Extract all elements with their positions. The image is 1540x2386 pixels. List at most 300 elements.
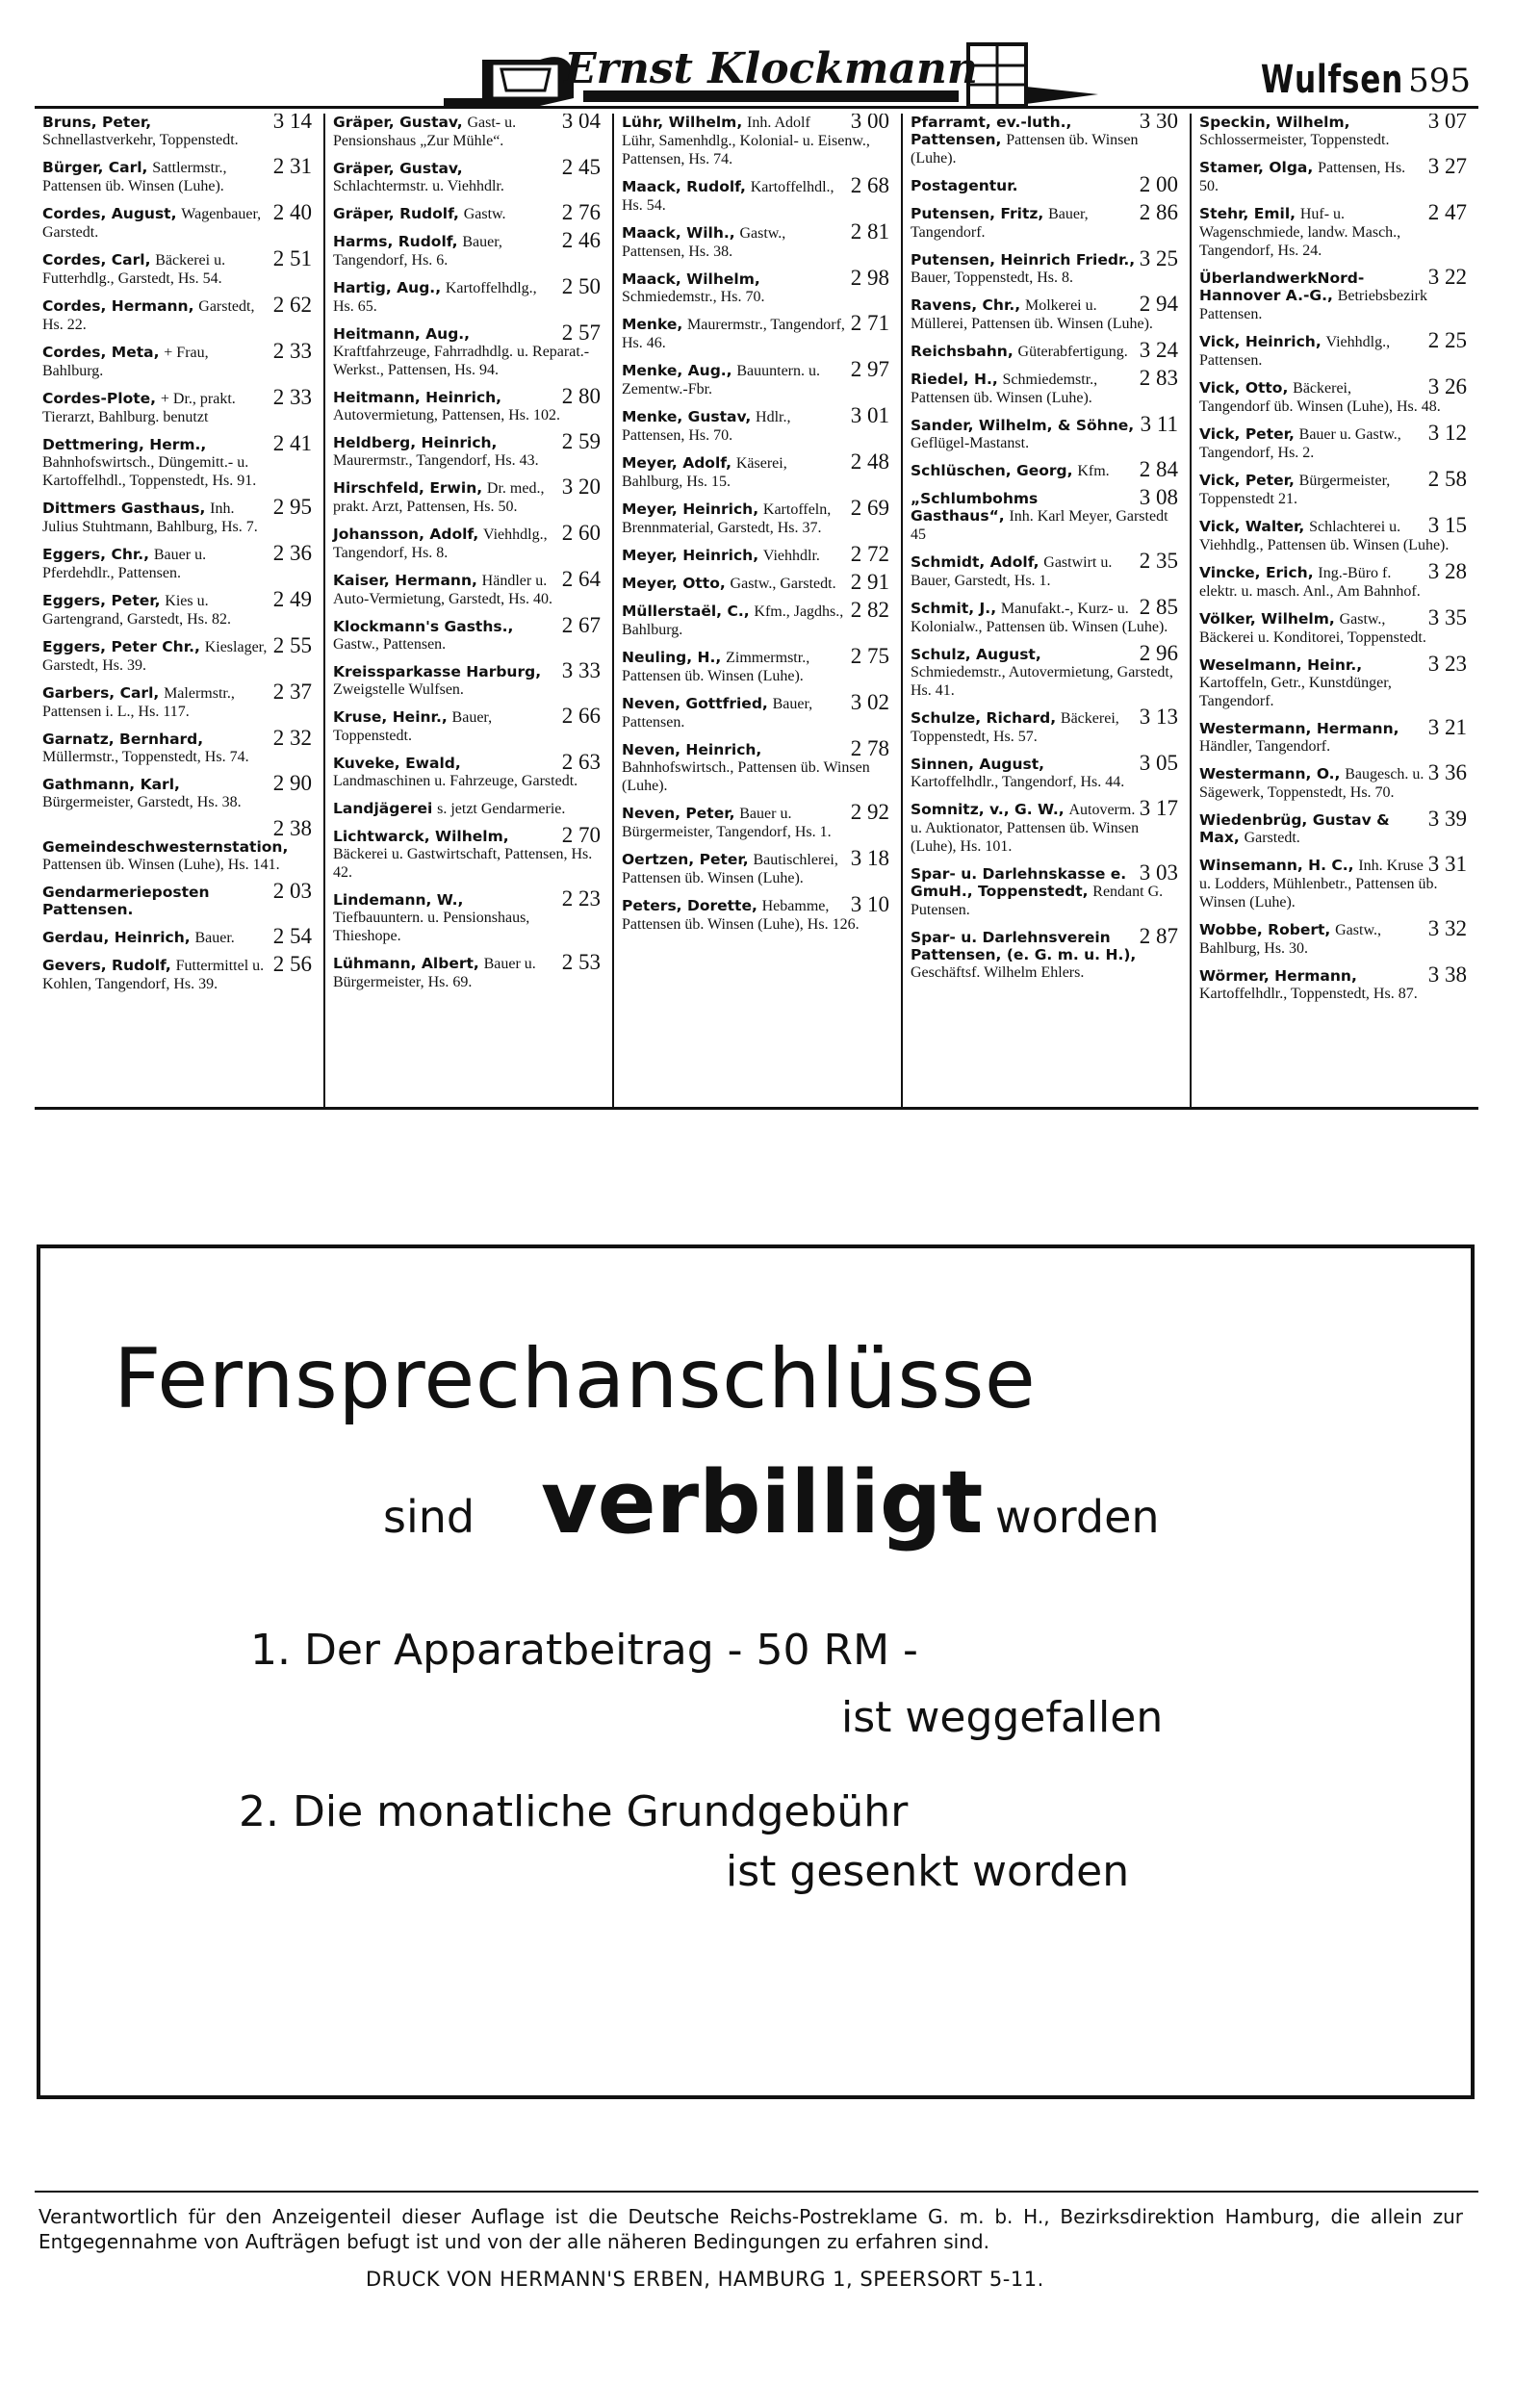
phone-number: 2 62 bbox=[272, 293, 312, 317]
entry-description: Schnellastverkehr, Toppenstedt. bbox=[42, 132, 239, 148]
printer-line: DRUCK VON HERMANN'S ERBEN, HAMBURG 1, SPEERSORT 5-11. bbox=[366, 2268, 1044, 2291]
entry-name: Kreissparkasse Harburg, bbox=[333, 663, 542, 680]
directory-entry bbox=[622, 690, 893, 731]
entry-name: Heitmann, Aug., bbox=[333, 325, 471, 343]
entry-name: Schmidt, Adolf, bbox=[911, 553, 1040, 571]
entry-name: Müllerstaël, C., bbox=[622, 603, 750, 620]
column-5 bbox=[1190, 114, 1478, 1107]
directory-entry bbox=[622, 892, 893, 934]
phone-number: 2 95 bbox=[272, 495, 312, 519]
phone-number: 3 38 bbox=[1427, 962, 1467, 987]
entry-description: Gastw., Garstedt. bbox=[730, 576, 836, 592]
entry-description: Ing.-Büro f. elektr. u. masch. Anl., Am Bahnhof. bbox=[1199, 565, 1421, 600]
entry-description: Zweigstelle Wulfsen. bbox=[333, 681, 464, 698]
entry-name: Menke, bbox=[622, 316, 683, 333]
entry-description: Gastw., Bahlburg, Hs. 30. bbox=[1199, 922, 1381, 957]
entry-description: Bäckerei u. Futterhdlg., Garstedt, Hs. 54. bbox=[42, 252, 226, 287]
entry-name: Putensen, Heinrich Friedr., bbox=[911, 251, 1136, 269]
entry-description: Kartoffelhdl., Hs. 54. bbox=[622, 179, 834, 214]
entry-name: Wiedenbrüg, Gustav & Max, bbox=[1199, 811, 1390, 846]
directory-entry bbox=[42, 924, 316, 948]
entry-name: Eggers, Peter, bbox=[42, 592, 161, 609]
phone-number: 2 45 bbox=[561, 155, 601, 179]
entry-description: Bauer u. Gastw., Tangendorf, Hs. 2. bbox=[1199, 426, 1401, 461]
directory-entry bbox=[1199, 265, 1471, 323]
entry-description: Bautischlerei, Pattensen üb. Winsen (Luhe). bbox=[622, 852, 838, 886]
directory-entry bbox=[622, 542, 893, 566]
phone-number: 2 70 bbox=[561, 823, 601, 847]
entry-name: Postagentur. bbox=[911, 177, 1018, 194]
phone-number: 2 98 bbox=[850, 266, 889, 290]
entry-description: Wagenbauer, Garstedt. bbox=[42, 206, 262, 241]
directory-entry bbox=[911, 860, 1182, 919]
directory-entry bbox=[911, 595, 1182, 636]
directory-entry bbox=[1199, 605, 1471, 647]
directory-entry bbox=[42, 633, 316, 675]
directory-entry bbox=[911, 705, 1182, 746]
entry-description: Garstedt, Hs. 22. bbox=[42, 298, 255, 333]
phone-number: 3 18 bbox=[850, 846, 889, 870]
phone-number: 3 04 bbox=[561, 114, 601, 133]
phone-number: 2 91 bbox=[850, 570, 889, 594]
entry-description: Rendant G. Putensen. bbox=[911, 884, 1164, 918]
phone-number: 2 69 bbox=[850, 496, 889, 520]
phone-number: 2 55 bbox=[272, 633, 312, 657]
entry-description: Bauer u. Pferdehdlr., Pattensen. bbox=[42, 547, 207, 581]
entry-name: Neven, Peter, bbox=[622, 805, 735, 822]
entry-name: Somnitz, v., G. W., bbox=[911, 801, 1065, 818]
directory-entry bbox=[333, 228, 604, 269]
directory-entry bbox=[42, 771, 316, 811]
advert-point-1: 1. Der Apparatbeitrag - 50 RM - bbox=[250, 1626, 918, 1675]
directory-entry bbox=[1199, 374, 1471, 416]
entry-name: Cordes-Plote, bbox=[42, 390, 157, 407]
phone-number: 2 94 bbox=[1139, 292, 1178, 316]
entry-name: Riedel, H., bbox=[911, 371, 998, 388]
phone-number: 3 30 bbox=[1139, 114, 1178, 133]
directory-entry bbox=[42, 154, 316, 195]
phone-number: 3 07 bbox=[1427, 114, 1467, 133]
directory-entry bbox=[1199, 114, 1471, 149]
entry-description: Gastw. bbox=[463, 206, 506, 222]
entry-description: Maurermstr., Tangendorf, Hs. 46. bbox=[622, 317, 845, 351]
phone-number: 3 15 bbox=[1427, 513, 1467, 537]
entry-description: Kies u. Gartengrand, Garstedt, Hs. 82. bbox=[42, 593, 231, 628]
phone-number: 2 51 bbox=[272, 246, 312, 270]
entry-description: + Frau, Bahlburg. bbox=[42, 345, 209, 379]
entry-name: Heldberg, Heinrich, bbox=[333, 434, 498, 451]
entry-name: Gathmann, Karl, bbox=[42, 776, 180, 793]
directory-entry bbox=[1199, 916, 1471, 958]
entry-description: Molkerei u. Müllerei, Pattensen üb. Winsen (Luhe). bbox=[911, 297, 1153, 332]
directory-entry bbox=[333, 886, 604, 945]
phone-number: 3 25 bbox=[1139, 246, 1178, 270]
entry-name: Gerdau, Heinrich, bbox=[42, 929, 191, 946]
entry-description: Inh. Kruse u. Lodders, Mühlenbetr., Pattensen üb. Winsen (Luhe). bbox=[1199, 858, 1438, 911]
phone-number: 2 78 bbox=[850, 736, 889, 760]
phone-number: 3 27 bbox=[1427, 154, 1467, 178]
phone-number: 2 85 bbox=[1139, 595, 1178, 619]
directory-entry bbox=[911, 246, 1182, 287]
entry-description: Pattensen üb. Winsen (Luhe). bbox=[911, 132, 1139, 167]
entry-name: Schulz, August, bbox=[911, 646, 1041, 663]
entry-description: Geschäftsf. Wilhelm Ehlers. bbox=[911, 964, 1085, 981]
phone-number: 2 40 bbox=[272, 200, 312, 224]
entry-description: Bauer, Pattensen. bbox=[622, 696, 813, 731]
entry-description: Huf- u. Wagenschmiede, landw. Masch., Tangendorf, Hs. 24. bbox=[1199, 206, 1401, 259]
phone-number: 3 22 bbox=[1427, 265, 1467, 289]
phone-number: 3 11 bbox=[1140, 412, 1178, 436]
entry-name: Gräper, Rudolf, bbox=[333, 205, 459, 222]
entry-description: Schlossermeister, Toppenstedt. bbox=[1199, 132, 1390, 148]
entry-name: Kruse, Heinr., bbox=[333, 708, 448, 726]
phone-number: 3 26 bbox=[1427, 374, 1467, 398]
entry-description: Güterabfertigung. bbox=[1017, 344, 1128, 360]
directory-entry bbox=[42, 431, 316, 490]
entry-description: Pattensen üb. Winsen (Luhe), Hs. 141. bbox=[42, 857, 280, 873]
phone-number: 2 68 bbox=[850, 173, 889, 197]
entry-name: Maack, Wilh., bbox=[622, 224, 735, 242]
entry-description: Kartoffelhdlr., Toppenstedt, Hs. 87. bbox=[1199, 986, 1418, 1002]
entry-name: Garnatz, Bernhard, bbox=[42, 731, 204, 748]
entry-name: Völker, Wilhelm, bbox=[1199, 610, 1335, 628]
phone-number: 2 72 bbox=[850, 542, 889, 566]
entry-description: Gastw., Bäckerei u. Konditorei, Toppenstedt. bbox=[1199, 611, 1426, 646]
logo-script: Ernst Klockmann bbox=[564, 44, 978, 93]
phone-number: 2 59 bbox=[561, 429, 601, 453]
directory-entry bbox=[622, 570, 893, 594]
directory-entry bbox=[911, 924, 1182, 982]
entry-description: Bäckerei, Toppenstedt, Hs. 57. bbox=[911, 710, 1119, 745]
entry-description: Inh. Adolf Lühr, Samenhdlg., Kolonial- u. Eisenw., Pattensen, Hs. 74. bbox=[622, 115, 870, 167]
entry-description: Bauer u. Bürgermeister, Hs. 69. bbox=[333, 956, 536, 990]
directory-entry bbox=[42, 952, 316, 993]
entry-name: Stamer, Olga, bbox=[1199, 159, 1314, 176]
directory-entry bbox=[622, 114, 893, 168]
phone-number: 2 67 bbox=[561, 613, 601, 637]
entry-name: Johansson, Adolf, bbox=[333, 526, 479, 543]
directory-entry bbox=[333, 155, 604, 195]
entry-description: Schmiedemstr., Autovermietung, Garstedt, Hs. 41. bbox=[911, 664, 1173, 699]
entry-name: Kuveke, Ewald, bbox=[333, 755, 461, 772]
entry-description: Malermstr., Pattensen i. L., Hs. 117. bbox=[42, 685, 235, 720]
directory-entry bbox=[333, 567, 604, 608]
phone-number: 3 28 bbox=[1427, 559, 1467, 583]
directory-entry bbox=[622, 173, 893, 215]
entry-description: Inh. Julius Stuhtmann, Bahlburg, Hs. 7. bbox=[42, 500, 258, 535]
directory-entry bbox=[42, 587, 316, 629]
entry-name: Gemeindeschwesternstation, bbox=[42, 838, 289, 856]
phone-number: 2 63 bbox=[561, 750, 601, 774]
phone-number: 2 90 bbox=[272, 771, 312, 795]
phone-number: 2 37 bbox=[272, 680, 312, 704]
entry-description: Bauer, Tangendorf, Hs. 6. bbox=[333, 234, 502, 269]
entry-name: „Schlumbohms Gasthaus“, bbox=[911, 490, 1039, 525]
entry-name: Kaiser, Hermann, bbox=[333, 572, 477, 589]
directory-entry bbox=[42, 293, 316, 334]
phone-number: 2 25 bbox=[1427, 328, 1467, 352]
phone-number: 3 05 bbox=[1139, 751, 1178, 775]
entry-description: Händler u. Auto-Vermietung, Garstedt, Hs. 40. bbox=[333, 573, 552, 607]
directory-entry bbox=[911, 292, 1182, 333]
entry-name: Maack, Rudolf, bbox=[622, 178, 746, 195]
entry-name: Dittmers Gasthaus, bbox=[42, 500, 206, 517]
entry-name: Schlüschen, Georg, bbox=[911, 462, 1073, 479]
phone-number: 2 54 bbox=[272, 924, 312, 948]
directory-entry bbox=[333, 274, 604, 316]
entry-description: Zimmermstr., Pattensen üb. Winsen (Luhe). bbox=[622, 650, 810, 684]
directory-entry bbox=[333, 321, 604, 379]
entry-description: Schmiedemstr., Hs. 70. bbox=[622, 289, 765, 305]
entry-description: s. jetzt Gendarmerie. bbox=[437, 801, 566, 817]
entry-name: Gendarmerieposten Pattensen. bbox=[42, 884, 210, 918]
phone-number: 2 35 bbox=[1139, 549, 1178, 573]
column-1 bbox=[35, 114, 323, 1107]
directory-entry bbox=[42, 495, 316, 536]
advert-point-1-cont: ist weggefallen bbox=[841, 1693, 1164, 1742]
directory-entry bbox=[622, 311, 893, 352]
phone-number: 2 92 bbox=[850, 800, 889, 824]
directory-entry bbox=[42, 200, 316, 242]
entry-name: Spar- u. Darlehnsverein Pattensen, (e. G. m. u. H.), bbox=[911, 929, 1137, 963]
advert-point-2: 2. Die monatliche Grundgebühr bbox=[239, 1787, 909, 1836]
entry-name: Cordes, Meta, bbox=[42, 344, 160, 361]
phone-number: 2 80 bbox=[561, 384, 601, 408]
directory-entry bbox=[333, 475, 604, 516]
page-header bbox=[35, 21, 1471, 125]
phone-number: 2 97 bbox=[850, 357, 889, 381]
entry-description: Bauuntern. u. Zementw.-Fbr. bbox=[622, 363, 820, 398]
advert-headline: Fernsprechanschlüsse bbox=[114, 1331, 1037, 1427]
entry-name: Wörmer, Hermann, bbox=[1199, 967, 1357, 985]
entry-description: Gastw., Pattensen. bbox=[333, 636, 447, 653]
column-4 bbox=[901, 114, 1190, 1107]
phone-number: 2 53 bbox=[561, 950, 601, 974]
directory-entry bbox=[1199, 513, 1471, 554]
directory-entry bbox=[622, 403, 893, 445]
entry-description: Kartoffeln, Brennmaterial, Garstedt, Hs. 37. bbox=[622, 501, 832, 536]
phone-number: 2 46 bbox=[561, 228, 601, 252]
entry-name: Meyer, Adolf, bbox=[622, 454, 732, 472]
entry-name: Reichsbahn, bbox=[911, 343, 1014, 360]
phone-number: 3 39 bbox=[1427, 807, 1467, 831]
entry-description: Schlachterei u. Viehhdlg., Pattensen üb. Winsen (Luhe). bbox=[1199, 519, 1450, 553]
directory-entry bbox=[42, 680, 316, 721]
entry-name: Cordes, Hermann, bbox=[42, 297, 194, 315]
column-3 bbox=[612, 114, 901, 1107]
advert-sub-verbilligt: verbilligt bbox=[541, 1452, 984, 1553]
phone-number: 2 82 bbox=[850, 598, 889, 622]
entry-name: ÜberlandwerkNord-Hannover A.-G., bbox=[1199, 269, 1365, 304]
phone-number: 2 31 bbox=[272, 154, 312, 178]
entry-description: Hdlr., Pattensen, Hs. 70. bbox=[622, 409, 791, 444]
entry-name: Menke, Aug., bbox=[622, 362, 732, 379]
phone-number: 3 10 bbox=[850, 892, 889, 916]
entry-name: Maack, Wilhelm, bbox=[622, 270, 760, 288]
phone-number: 3 01 bbox=[850, 403, 889, 427]
entry-name: Lühr, Wilhelm, bbox=[622, 114, 743, 131]
entry-name: Vick, Heinrich, bbox=[1199, 333, 1322, 350]
footer-rule bbox=[35, 2191, 1478, 2193]
entry-description: Bauer u. Bürgermeister, Tangendorf, Hs. 1. bbox=[622, 806, 832, 840]
entry-name: Lindemann, W., bbox=[333, 891, 464, 909]
entry-description: Baugesch. u. Sägewerk, Toppenstedt, Hs. 70. bbox=[1199, 766, 1424, 801]
place-name: Wulfsen bbox=[1260, 58, 1403, 102]
entry-name: Eggers, Peter Chr., bbox=[42, 638, 200, 655]
directory-entry bbox=[42, 879, 316, 919]
footer-notice: Verantwortlich für den Anzeigenteil dieser Auflage ist die Deutsche Reichs-Postreklame G. m. b. H., Bezirksdirektion Hamburg, die allein zur Entgegennahme von Aufträgen befugt ist und von der alle näheren Bedingungen zu erfahren sind. bbox=[38, 2205, 1463, 2253]
phone-number: 2 81 bbox=[850, 219, 889, 244]
phone-number: 3 12 bbox=[1427, 421, 1467, 445]
directory-entry bbox=[622, 266, 893, 306]
phone-number: 2 03 bbox=[272, 879, 312, 903]
directory-entry bbox=[333, 200, 604, 224]
header-rule bbox=[35, 106, 1478, 109]
entry-name: Weselmann, Heinr., bbox=[1199, 656, 1363, 674]
entry-description: Sattlermstr., Pattensen üb. Winsen (Luhe). bbox=[42, 160, 227, 194]
directory-entry bbox=[911, 457, 1182, 481]
directory-entry bbox=[333, 613, 604, 654]
entry-description: Kfm. bbox=[1077, 463, 1110, 479]
phone-number: 3 02 bbox=[850, 690, 889, 714]
entry-name: Westermann, O., bbox=[1199, 765, 1341, 783]
phone-number: 2 00 bbox=[1139, 172, 1178, 196]
entry-name: Schulze, Richard, bbox=[911, 709, 1057, 727]
directory-entry bbox=[911, 549, 1182, 590]
phone-number: 2 36 bbox=[272, 541, 312, 565]
columns-bottom-rule bbox=[35, 1107, 1478, 1110]
directory-entry bbox=[911, 412, 1182, 452]
entry-name: Hirschfeld, Erwin, bbox=[333, 479, 483, 497]
entry-description: Kartoffelhdlr., Tangendorf, Hs. 44. bbox=[911, 774, 1125, 790]
entry-description: Schlachtermstr. u. Viehhdlr. bbox=[333, 178, 504, 194]
entry-name: Dettmering, Herm., bbox=[42, 436, 207, 453]
phone-number: 2 84 bbox=[1139, 457, 1178, 481]
directory-entry bbox=[1199, 962, 1471, 1003]
advert-sub-worden: worden bbox=[995, 1491, 1160, 1543]
directory-entry bbox=[622, 357, 893, 398]
entry-description: Kraftfahrzeuge, Fahrradhdlg. u. Reparat.-Werkst., Pattensen, Hs. 94. bbox=[333, 344, 590, 378]
entry-description: Autovermietung, Pattensen, Hs. 102. bbox=[333, 407, 560, 423]
directory-entry bbox=[333, 950, 604, 991]
entry-name: Spar- u. Darlehnskasse e. GmuH., Toppenstedt, bbox=[911, 865, 1127, 900]
entry-name: Neuling, H., bbox=[622, 649, 722, 666]
entry-description: Kartoffelhdlg., Hs. 65. bbox=[333, 280, 537, 315]
directory-entry bbox=[333, 521, 604, 562]
directory-entry bbox=[1199, 715, 1471, 756]
entry-name: Gräper, Gustav, bbox=[333, 114, 463, 131]
phone-number: 3 32 bbox=[1427, 916, 1467, 940]
column-2 bbox=[323, 114, 612, 1107]
directory-entry bbox=[1199, 852, 1471, 911]
directory-entry bbox=[911, 200, 1182, 242]
directory-entry bbox=[1199, 652, 1471, 710]
entry-name: Winsemann, H. C., bbox=[1199, 857, 1354, 874]
directory-entry bbox=[1199, 807, 1471, 847]
directory-entry bbox=[1199, 328, 1471, 370]
entry-name: Garbers, Carl, bbox=[42, 684, 160, 702]
entry-description: Viehhdlg., Pattensen. bbox=[1199, 334, 1391, 369]
directory-entry bbox=[42, 246, 316, 288]
phone-number: 2 48 bbox=[850, 449, 889, 474]
entry-description: Hebamme, Pattensen üb. Winsen (Luhe), Hs. 126. bbox=[622, 898, 860, 933]
phone-number: 2 56 bbox=[272, 952, 312, 976]
phone-number: 3 03 bbox=[1139, 860, 1178, 885]
entry-description: Schmiedemstr., Pattensen üb. Winsen (Luhe). bbox=[911, 372, 1098, 406]
entry-name: Menke, Gustav, bbox=[622, 408, 752, 425]
entry-name: Vick, Peter, bbox=[1199, 425, 1295, 443]
entry-name: Schmit, J., bbox=[911, 600, 997, 617]
directory-entry bbox=[911, 338, 1182, 362]
entry-name: Putensen, Fritz, bbox=[911, 205, 1044, 222]
phone-number: 3 31 bbox=[1427, 852, 1467, 876]
entry-description: Geflügel-Mastanst. bbox=[911, 435, 1030, 451]
page-number: 595 bbox=[1408, 62, 1471, 100]
entry-description: Garstedt. bbox=[1244, 830, 1300, 846]
directory-entry bbox=[42, 339, 316, 380]
phone-number: 3 35 bbox=[1427, 605, 1467, 629]
phone-number: 2 49 bbox=[272, 587, 312, 611]
entry-name: Vick, Peter, bbox=[1199, 472, 1295, 489]
entry-name: Ravens, Chr., bbox=[911, 296, 1021, 314]
directory-entry bbox=[333, 429, 604, 470]
phone-number: 3 00 bbox=[850, 114, 889, 133]
entry-description: Manufakt.-, Kurz- u. Kolonialw., Pattensen üb. Winsen (Luhe). bbox=[911, 601, 1168, 635]
directory-entry bbox=[911, 751, 1182, 791]
directory-entry bbox=[911, 114, 1182, 167]
directory-entry bbox=[333, 114, 604, 150]
entry-name: Gräper, Gustav, bbox=[333, 160, 463, 177]
entry-description: Betriebsbezirk Pattensen. bbox=[1199, 288, 1427, 322]
directory-entry bbox=[1199, 467, 1471, 508]
entry-description: + Dr., prakt. Tierarzt, Bahlburg. benutzt bbox=[42, 391, 236, 425]
entry-name: Meyer, Heinrich, bbox=[622, 500, 759, 518]
phone-number: 3 36 bbox=[1427, 760, 1467, 784]
entry-description: Bauer. bbox=[194, 930, 235, 946]
entry-name: Sander, Wilhelm, & Söhne, bbox=[911, 417, 1135, 434]
entry-name: Lichtwarck, Wilhelm, bbox=[333, 828, 509, 845]
directory-entry bbox=[333, 658, 604, 699]
phone-number: 2 75 bbox=[850, 644, 889, 668]
entry-description: Kfm., Jagdhs., Bahlburg. bbox=[622, 603, 844, 638]
advert-sub-sind: sind bbox=[383, 1491, 475, 1543]
phone-number: 2 38 bbox=[272, 816, 312, 840]
entry-name: Vick, Otto, bbox=[1199, 379, 1289, 397]
phone-number: 2 71 bbox=[850, 311, 889, 335]
directory-entry bbox=[42, 541, 316, 582]
directory-entry bbox=[911, 366, 1182, 407]
directory-entry bbox=[1199, 559, 1471, 601]
entry-name: Wobbe, Robert, bbox=[1199, 921, 1331, 938]
phone-number: 3 21 bbox=[1427, 715, 1467, 739]
directory-entry bbox=[42, 816, 316, 874]
entry-name: Harms, Rudolf, bbox=[333, 233, 458, 250]
phone-number: 2 66 bbox=[561, 704, 601, 728]
phone-number: 2 47 bbox=[1427, 200, 1467, 224]
directory-entry bbox=[622, 736, 893, 795]
phone-number: 2 33 bbox=[272, 385, 312, 409]
entry-name: Peters, Dorette, bbox=[622, 897, 757, 914]
entry-description: Bäckerei u. Gastwirtschaft, Pattensen, Hs. 42. bbox=[333, 846, 593, 881]
phone-number: 2 96 bbox=[1139, 641, 1178, 665]
phone-number: 2 23 bbox=[561, 886, 601, 911]
entry-description: Bauer, Tangendorf. bbox=[911, 206, 1089, 241]
entry-name: Speckin, Wilhelm, bbox=[1199, 114, 1350, 131]
entry-name: Pfarramt, ev.-luth., Pattensen, bbox=[911, 114, 1072, 148]
phone-number: 3 14 bbox=[272, 114, 312, 133]
phone-number: 2 64 bbox=[561, 567, 601, 591]
entry-name: Vincke, Erich, bbox=[1199, 564, 1314, 581]
